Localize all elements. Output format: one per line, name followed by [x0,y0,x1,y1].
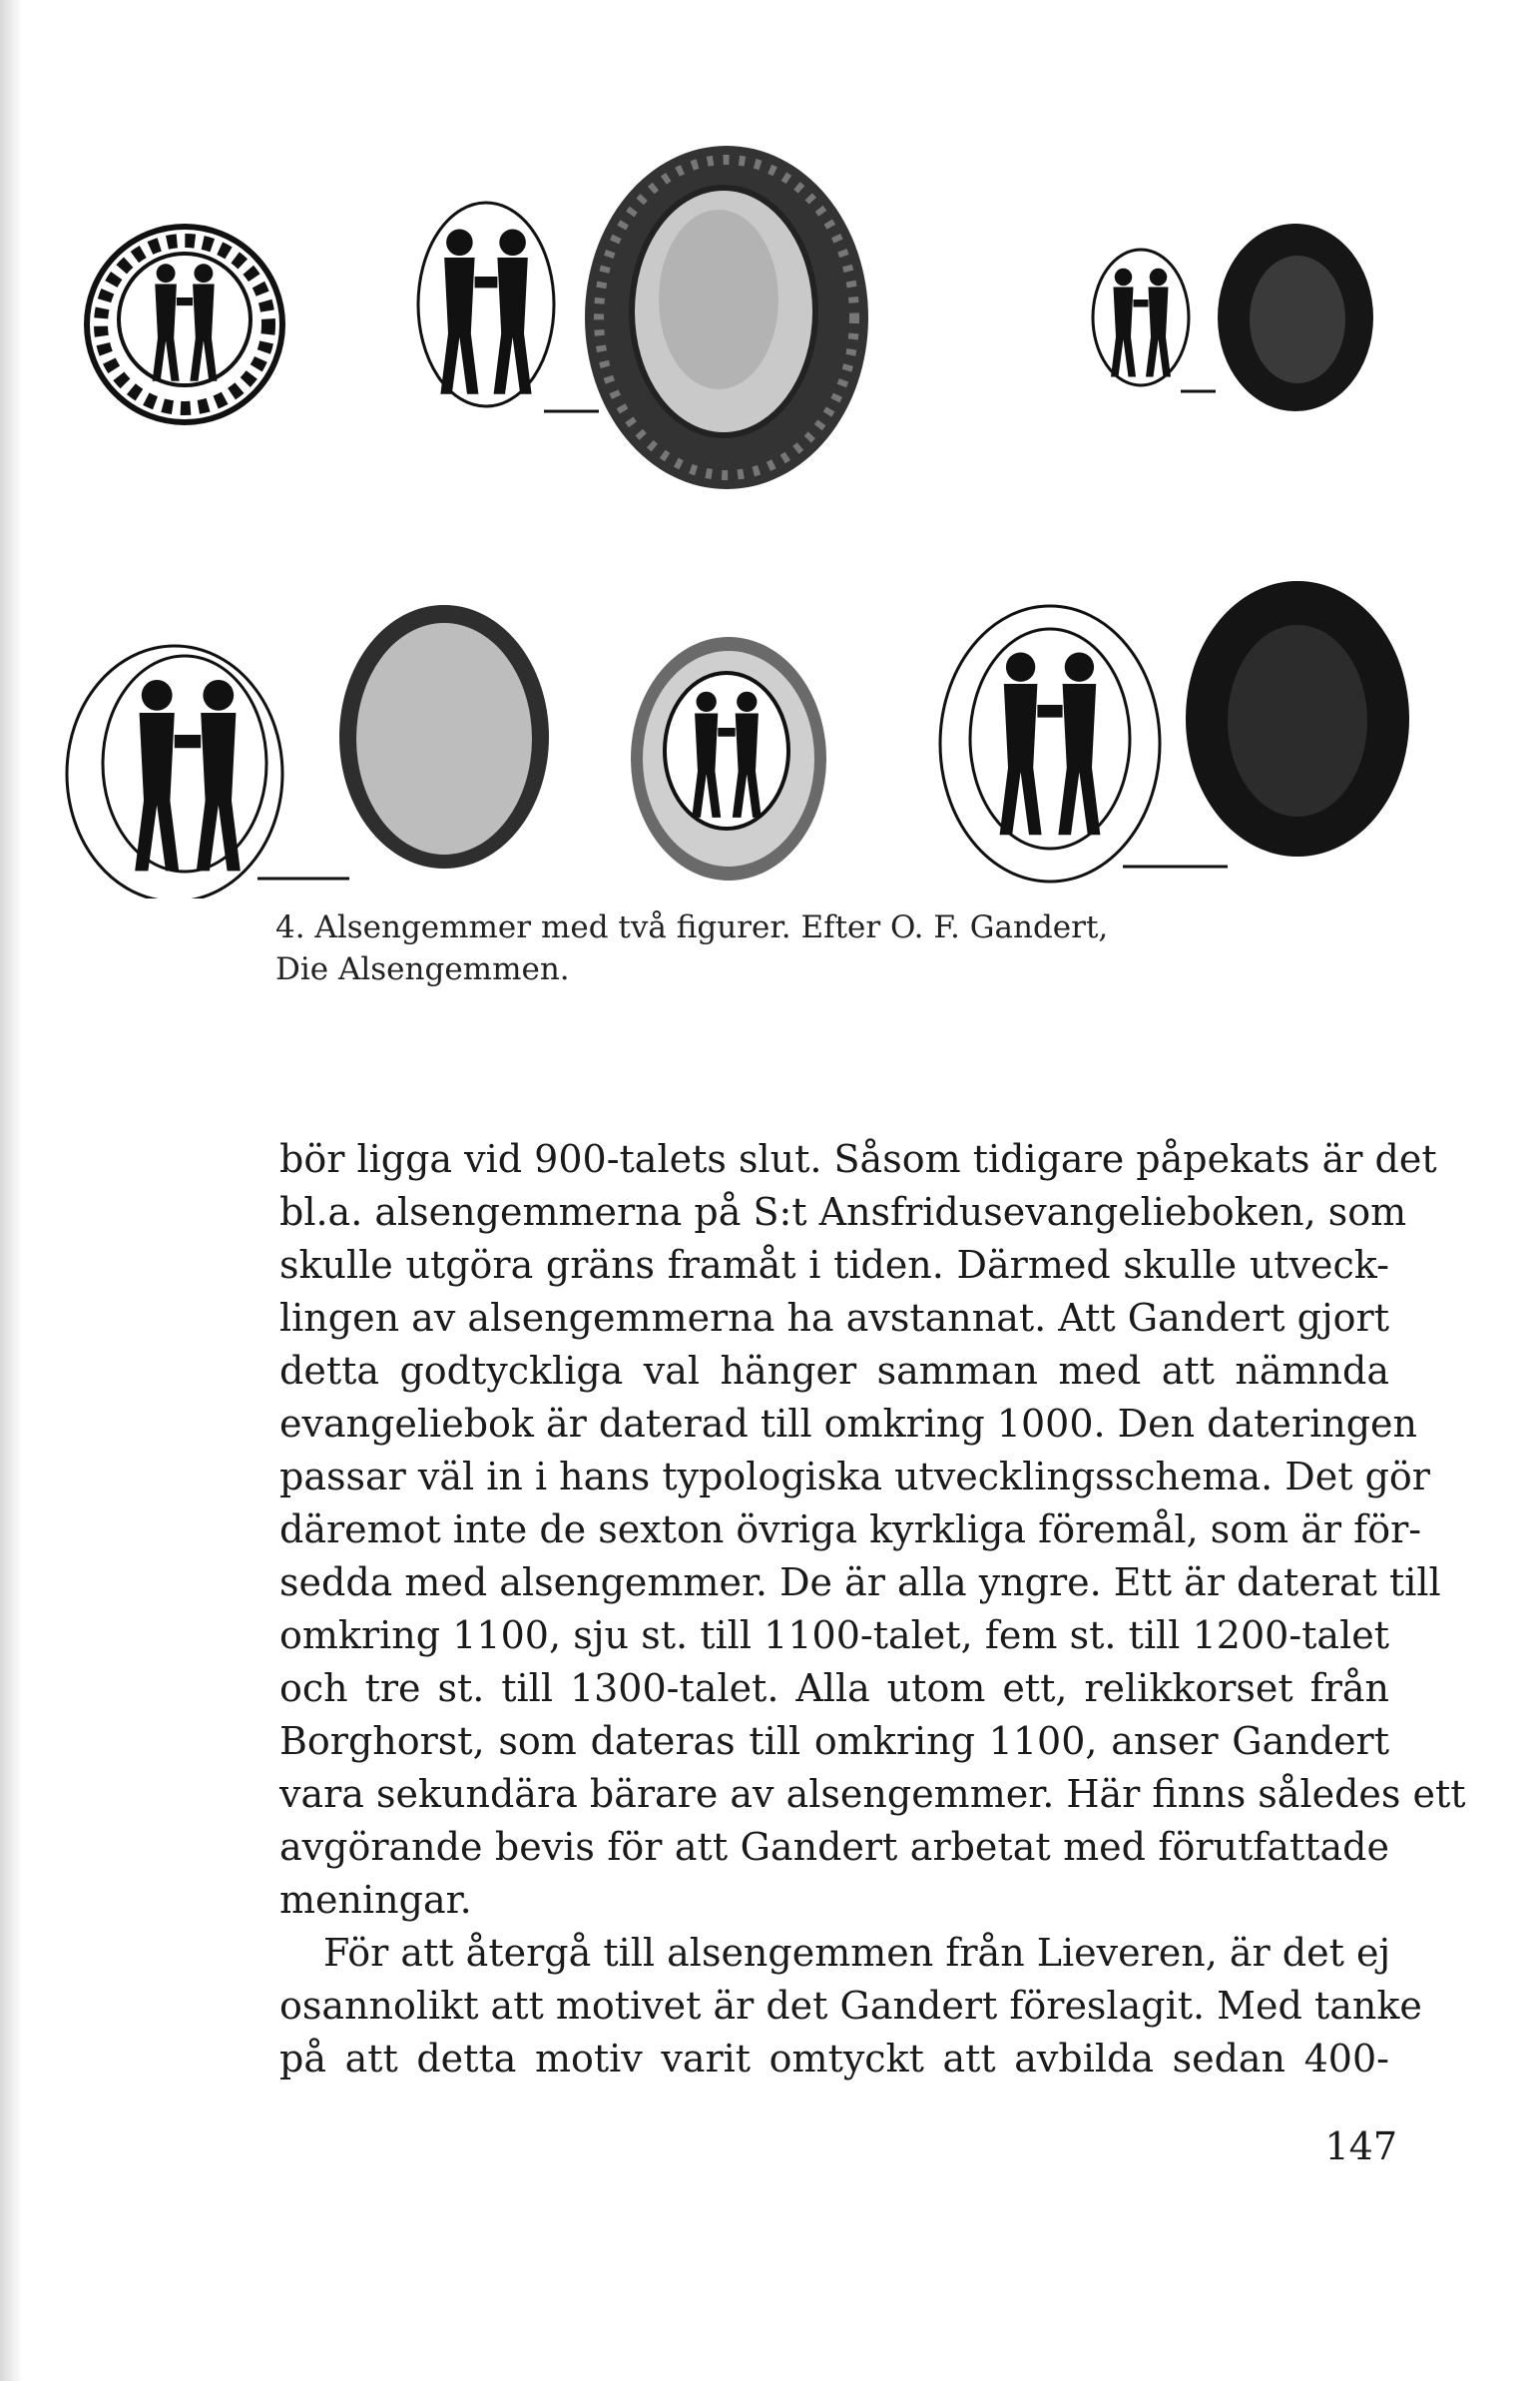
gem-4-photo [257,605,549,879]
gem-6-drawing [940,606,1228,882]
text-line: däremot inte de sexton övriga kyrkliga föremål, som är för- [279,1507,1422,1551]
text-line: Borghorst, som dateras till omkring 1100, anser Gandert [279,1719,1389,1763]
gem-3-drawing [1093,250,1216,391]
text-line: passar väl in i hans typologiska utvecklingsschema. Det gör [279,1455,1430,1498]
gem-2-photo [585,146,868,489]
gem-2-drawing [418,203,599,411]
gem-6-photo [1186,581,1409,857]
body-text [279,1133,1466,2085]
text-line: vara sekundära bärare av alsengemmer. Här finns således ett [279,1772,1466,1816]
gem-3-photo [1218,224,1373,411]
text-line: osannolikt att motivet är det Gandert föreslagit. Med tanke [279,1984,1422,2028]
text-line: på att detta motiv varit omtyckt att avbilda sedan 400- [279,2037,1389,2081]
text-line: omkring 1100, sju st. till 1100-talet, fem st. till 1200-talet [279,1613,1389,1657]
text-line: lingen av alsengemmerna ha avstannat. Att Gandert gjort [279,1296,1389,1340]
page-number: 147 [1324,2124,1397,2168]
text-line: evangeliebok är daterad till omkring 1000. Den dateringen [279,1402,1417,1446]
paragraph-1 [279,1133,1466,1927]
gem-5-photo-drawing [631,637,826,881]
text-line: bör ligga vid 900-talets slut. Såsom tidigare påpekats är det [279,1137,1437,1181]
caption-line-2: Die Alsengemmen. [275,951,570,987]
gem-illustration-plate [0,0,1540,898]
text-line: För att återgå till alsengemmen från Lieveren, är det ej [323,1931,1391,1975]
text-line: detta godtyckliga val hänger samman med att nämnda [279,1349,1389,1393]
text-line: meningar. [279,1878,472,1922]
text-line: avgörande bevis för att Gandert arbetat med förutfattade [279,1825,1389,1869]
text-line: och tre st. till 1300-talet. Alla utom ett, relikkorset från [279,1666,1389,1710]
text-line: sedda med alsengemmer. De är alla yngre. Ett är daterat till [279,1560,1441,1604]
caption-line-1: 4. Alsengemmer med två figurer. Efter O. F. Gandert, [275,909,1109,945]
gem-4-drawing [67,646,282,898]
text-line: bl.a. alsengemmerna på S:t Ansfridusevangelieboken, som [279,1190,1407,1234]
gem-1-drawing [87,227,282,422]
figure-caption [275,906,1274,990]
text-line: skulle utgöra gräns framåt i tiden. Därmed skulle utveck- [279,1243,1389,1287]
paragraph-2 [279,1927,1422,2085]
